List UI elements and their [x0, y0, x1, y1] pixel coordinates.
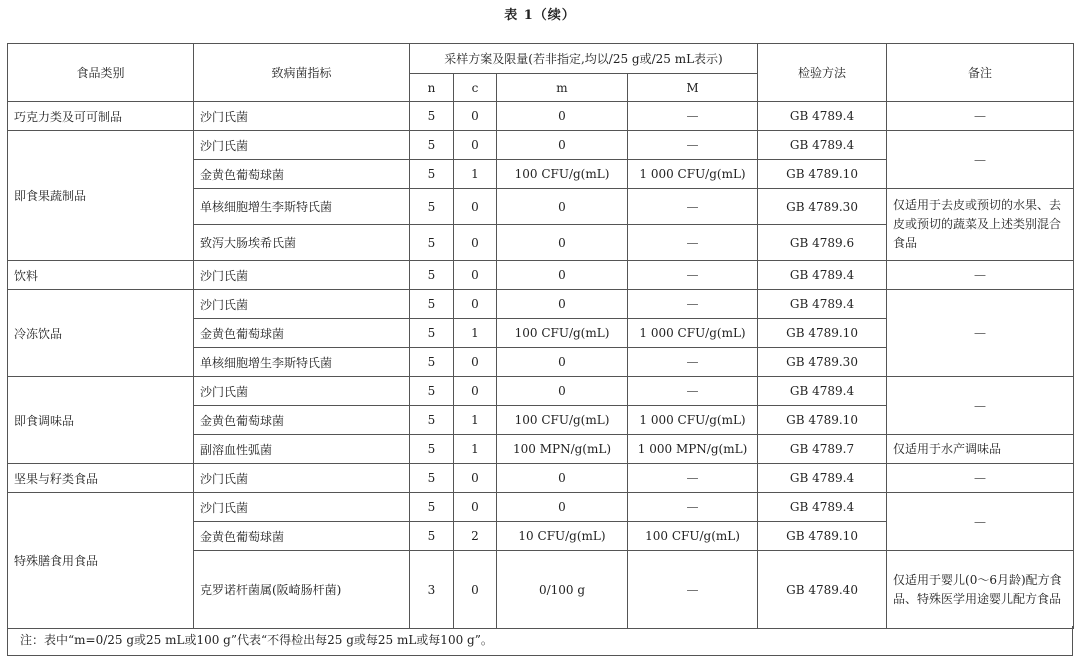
cell-test-method: GB 4789.10: [758, 160, 887, 189]
table-row: [8, 493, 1074, 522]
cell-c: 0: [454, 131, 497, 160]
cell-M: —: [628, 189, 758, 225]
cell-food-category: 饮料: [8, 261, 194, 290]
cell-food-category: 特殊膳食用食品: [8, 493, 194, 629]
cell-food-category: 即食调味品: [8, 377, 194, 464]
cell-remark: —: [887, 377, 1074, 435]
cell-m: 0: [497, 464, 628, 493]
cell-m: 0: [497, 102, 628, 131]
cell-c: 0: [454, 551, 497, 629]
cell-c: 0: [454, 102, 497, 131]
cell-pathogen: 克罗诺杆菌属(阪崎肠杆菌): [194, 551, 410, 629]
cell-c: 0: [454, 225, 497, 261]
cell-remark: —: [887, 102, 1074, 131]
cell-m: 10 CFU/g(mL): [497, 522, 628, 551]
cell-remark: 仅适用于水产调味品: [887, 435, 1074, 464]
header-sampling-plan: 采样方案及限量(若非指定,均以/25 g或/25 mL表示): [410, 44, 758, 74]
header-remark: 备注: [887, 44, 1074, 102]
cell-m: 100 CFU/g(mL): [497, 319, 628, 348]
cell-m: 100 CFU/g(mL): [497, 406, 628, 435]
cell-food-category: 冷冻饮品: [8, 290, 194, 377]
cell-remark: 仅适用于婴儿(0～6月龄)配方食品、特殊医学用途婴儿配方食品: [887, 551, 1074, 629]
cell-n: 5: [410, 261, 454, 290]
cell-pathogen: 致泻大肠埃希氏菌: [194, 225, 410, 261]
cell-test-method: GB 4789.4: [758, 493, 887, 522]
cell-m: 0: [497, 290, 628, 319]
cell-M: —: [628, 131, 758, 160]
cell-n: 5: [410, 348, 454, 377]
cell-test-method: GB 4789.30: [758, 189, 887, 225]
cell-c: 0: [454, 377, 497, 406]
cell-c: 0: [454, 290, 497, 319]
cell-food-category: 即食果蔬制品: [8, 131, 194, 261]
header-method: 检验方法: [758, 44, 887, 102]
cell-m: 0: [497, 348, 628, 377]
cell-m: 0: [497, 493, 628, 522]
cell-M: 1 000 CFU/g(mL): [628, 160, 758, 189]
cell-remark: —: [887, 131, 1074, 189]
cell-M: 1 000 CFU/g(mL): [628, 406, 758, 435]
cell-remark: —: [887, 261, 1074, 290]
cell-test-method: GB 4789.4: [758, 131, 887, 160]
cell-pathogen: 单核细胞增生李斯特氏菌: [194, 348, 410, 377]
cell-remark: —: [887, 464, 1074, 493]
cell-pathogen: 副溶血性弧菌: [194, 435, 410, 464]
cell-n: 5: [410, 435, 454, 464]
cell-M: 1 000 MPN/g(mL): [628, 435, 758, 464]
cell-test-method: GB 4789.30: [758, 348, 887, 377]
cell-M: —: [628, 493, 758, 522]
cell-c: 1: [454, 406, 497, 435]
table-footnote: 注：表中“m=0/25 g或25 mL或100 g”代表“不得检出每25 g或每25 mL或每100 g”。: [7, 626, 1073, 656]
microbial-limit-table: [7, 43, 1074, 629]
table-row: [8, 102, 1074, 131]
cell-c: 1: [454, 435, 497, 464]
cell-M: 100 CFU/g(mL): [628, 522, 758, 551]
cell-pathogen: 金黄色葡萄球菌: [194, 406, 410, 435]
cell-pathogen: 沙门氏菌: [194, 261, 410, 290]
cell-test-method: GB 4789.10: [758, 406, 887, 435]
cell-pathogen: 金黄色葡萄球菌: [194, 160, 410, 189]
cell-pathogen: 沙门氏菌: [194, 464, 410, 493]
cell-m: 100 MPN/g(mL): [497, 435, 628, 464]
cell-M: —: [628, 290, 758, 319]
cell-remark: —: [887, 290, 1074, 377]
cell-m: 0: [497, 261, 628, 290]
cell-c: 2: [454, 522, 497, 551]
cell-M: —: [628, 464, 758, 493]
cell-test-method: GB 4789.6: [758, 225, 887, 261]
cell-m: 0/100 g: [497, 551, 628, 629]
cell-M: —: [628, 551, 758, 629]
cell-c: 0: [454, 189, 497, 225]
table-row: [8, 261, 1074, 290]
cell-c: 1: [454, 319, 497, 348]
cell-c: 0: [454, 493, 497, 522]
cell-c: 0: [454, 348, 497, 377]
cell-n: 5: [410, 131, 454, 160]
cell-test-method: GB 4789.40: [758, 551, 887, 629]
cell-test-method: GB 4789.4: [758, 377, 887, 406]
cell-pathogen: 沙门氏菌: [194, 493, 410, 522]
table-row: [8, 290, 1074, 319]
header-c: c: [454, 74, 497, 102]
cell-n: 5: [410, 102, 454, 131]
cell-remark: 仅适用于去皮或预切的水果、去皮或预切的蔬菜及上述类别混合食品: [887, 189, 1074, 261]
cell-test-method: GB 4789.4: [758, 290, 887, 319]
cell-pathogen: 金黄色葡萄球菌: [194, 522, 410, 551]
cell-c: 1: [454, 160, 497, 189]
cell-test-method: GB 4789.10: [758, 522, 887, 551]
header-M: M: [628, 74, 758, 102]
cell-n: 5: [410, 160, 454, 189]
table-row: [8, 377, 1074, 406]
cell-food-category: 坚果与籽类食品: [8, 464, 194, 493]
header-n: n: [410, 74, 454, 102]
table-row: [8, 464, 1074, 493]
cell-M: —: [628, 225, 758, 261]
table-caption: 表 1（续）: [504, 8, 576, 23]
cell-m: 0: [497, 225, 628, 261]
cell-n: 5: [410, 522, 454, 551]
cell-test-method: GB 4789.4: [758, 102, 887, 131]
cell-pathogen: 沙门氏菌: [194, 131, 410, 160]
cell-n: 5: [410, 406, 454, 435]
cell-m: 0: [497, 377, 628, 406]
table-row: [8, 131, 1074, 160]
cell-m: 100 CFU/g(mL): [497, 160, 628, 189]
cell-n: 5: [410, 319, 454, 348]
header-category: 食品类别: [8, 44, 194, 102]
cell-pathogen: 金黄色葡萄球菌: [194, 319, 410, 348]
cell-n: 5: [410, 377, 454, 406]
cell-n: 5: [410, 464, 454, 493]
cell-test-method: GB 4789.4: [758, 261, 887, 290]
cell-test-method: GB 4789.4: [758, 464, 887, 493]
cell-n: 5: [410, 189, 454, 225]
cell-c: 0: [454, 464, 497, 493]
cell-n: 5: [410, 290, 454, 319]
cell-n: 5: [410, 225, 454, 261]
cell-n: 5: [410, 493, 454, 522]
header-pathogen: 致病菌指标: [194, 44, 410, 102]
cell-food-category: 巧克力类及可可制品: [8, 102, 194, 131]
cell-M: —: [628, 102, 758, 131]
cell-c: 0: [454, 261, 497, 290]
cell-test-method: GB 4789.7: [758, 435, 887, 464]
cell-pathogen: 单核细胞增生李斯特氏菌: [194, 189, 410, 225]
cell-M: —: [628, 348, 758, 377]
cell-remark: —: [887, 493, 1074, 551]
cell-M: —: [628, 377, 758, 406]
table-body: [8, 102, 1074, 629]
cell-pathogen: 沙门氏菌: [194, 290, 410, 319]
cell-test-method: GB 4789.10: [758, 319, 887, 348]
cell-m: 0: [497, 131, 628, 160]
cell-M: —: [628, 261, 758, 290]
cell-n: 3: [410, 551, 454, 629]
header-m: m: [497, 74, 628, 102]
cell-pathogen: 沙门氏菌: [194, 102, 410, 131]
cell-pathogen: 沙门氏菌: [194, 377, 410, 406]
cell-M: 1 000 CFU/g(mL): [628, 319, 758, 348]
cell-m: 0: [497, 189, 628, 225]
